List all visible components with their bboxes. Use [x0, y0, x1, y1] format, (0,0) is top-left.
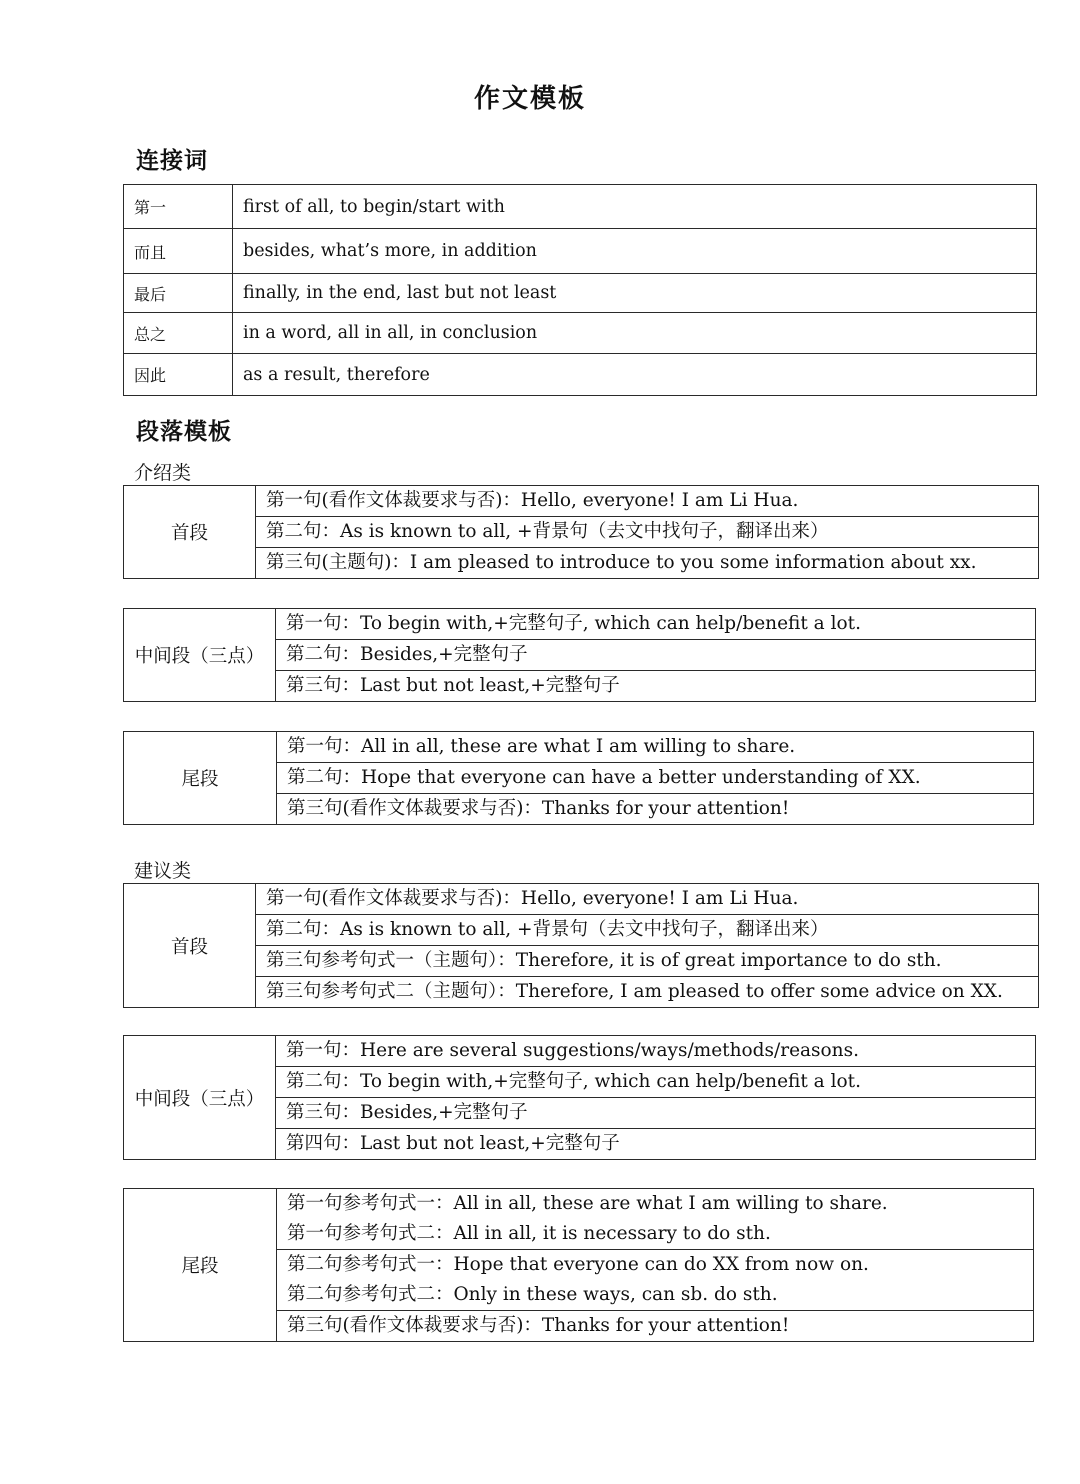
- table-row: [124, 1189, 1034, 1250]
- sentence-line: 第一句(看作文体裁要求与否)：Hello, everyone! I am Li Hua.: [256, 486, 1039, 517]
- paragraph-label: 尾段: [124, 1189, 277, 1342]
- sentence-line: 第一句参考句式一：All in all, these are what I am willing to share.: [287, 1193, 888, 1214]
- sentence-line: 第一句：All in all, these are what I am willing to share.: [277, 732, 1034, 763]
- intro-first-paragraph-table: [123, 485, 1039, 579]
- sentence-line: 第一句：Here are several suggestions/ways/methods/reasons.: [276, 1036, 1036, 1067]
- intro-heading: 介绍类: [134, 462, 192, 484]
- table-row: [124, 486, 1039, 517]
- advice-last-paragraph-table: [123, 1188, 1034, 1342]
- connectives-heading: 连接词: [136, 147, 208, 174]
- connective-cn: 第一: [124, 185, 233, 229]
- table-row: [124, 548, 1039, 579]
- table-row: [124, 977, 1039, 1008]
- sentence-line: 第一句(看作文体裁要求与否)：Hello, everyone! I am Li Hua.: [256, 884, 1039, 915]
- advice-heading: 建议类: [134, 860, 192, 882]
- connective-en: besides, what’s more, in addition: [233, 229, 1037, 274]
- table-row: [124, 1036, 1036, 1067]
- table-row: [124, 884, 1039, 915]
- connective-cn: 最后: [124, 274, 233, 313]
- sentence-line: 第三句(看作文体裁要求与否)：Thanks for your attention!: [277, 794, 1034, 825]
- table-row: [124, 274, 1037, 313]
- sentence-line: 第二句参考句式一：Hope that everyone can do XX from now on.: [287, 1254, 869, 1275]
- sentence-line: 第四句：Last but not least,+完整句子: [276, 1129, 1036, 1160]
- sentence-line: 第三句：Last but not least,+完整句子: [276, 671, 1036, 702]
- paragraph-label: 中间段（三点）: [124, 609, 276, 702]
- sentence-line: 第二句：To begin with,+完整句子, which can help/benefit a lot.: [276, 1067, 1036, 1098]
- sentence-line: 第二句参考句式二：Only in these ways, can sb. do sth.: [287, 1284, 778, 1305]
- connective-en: in a word, all in all, in conclusion: [233, 313, 1037, 354]
- sentence-cell: [277, 1189, 1034, 1250]
- paragraph-label: 首段: [124, 884, 256, 1008]
- table-row: [124, 915, 1039, 946]
- paragraph-templates-heading: 段落模板: [136, 418, 232, 445]
- sentence-line: 第二句：Besides,+完整句子: [276, 640, 1036, 671]
- table-row: [124, 517, 1039, 548]
- connective-en: finally, in the end, last but not least: [233, 274, 1037, 313]
- paragraph-label: 首段: [124, 486, 256, 579]
- table-row: [124, 609, 1036, 640]
- page-title: 作文模板: [473, 84, 586, 114]
- advice-middle-paragraph-table: [123, 1035, 1036, 1160]
- connective-cn: 总之: [124, 313, 233, 354]
- table-row: [124, 229, 1037, 274]
- sentence-line: 第二句：Hope that everyone can have a better understanding of XX.: [277, 763, 1034, 794]
- sentence-line: 第二句：As is known to all, +背景句（去文中找句子，翻译出来）: [256, 517, 1039, 548]
- sentence-line: 第二句：As is known to all, +背景句（去文中找句子，翻译出来）: [256, 915, 1039, 946]
- connective-en: first of all, to begin/start with: [233, 185, 1037, 229]
- table-row: [124, 946, 1039, 977]
- connective-cn: 而且: [124, 229, 233, 274]
- sentence-line: 第一句参考句式二：All in all, it is necessary to do sth.: [287, 1223, 771, 1244]
- sentence-line: 第三句：Besides,+完整句子: [276, 1098, 1036, 1129]
- table-row: [124, 313, 1037, 354]
- connectives-table: [123, 184, 1037, 396]
- connective-en: as a result, therefore: [233, 354, 1037, 396]
- intro-middle-paragraph-table: [123, 608, 1036, 702]
- intro-last-paragraph-table: [123, 731, 1034, 825]
- table-row: [124, 354, 1037, 396]
- table-row: [124, 185, 1037, 229]
- advice-first-paragraph-table: [123, 883, 1039, 1008]
- sentence-line: 第一句：To begin with,+完整句子, which can help/benefit a lot.: [276, 609, 1036, 640]
- table-row: [124, 732, 1034, 763]
- sentence-line: 第三句(看作文体裁要求与否)：Thanks for your attention!: [277, 1311, 1034, 1342]
- paragraph-label: 中间段（三点）: [124, 1036, 276, 1160]
- paragraph-label: 尾段: [124, 732, 277, 825]
- sentence-line: 第三句参考句式二（主题句）：Therefore, I am pleased to offer some advice on XX.: [256, 977, 1039, 1008]
- connective-cn: 因此: [124, 354, 233, 396]
- sentence-cell: [277, 1250, 1034, 1311]
- sentence-line: 第三句参考句式一（主题句）：Therefore, it is of great importance to do sth.: [256, 946, 1039, 977]
- sentence-line: 第三句(主题句)：I am pleased to introduce to you some information about xx.: [256, 548, 1039, 579]
